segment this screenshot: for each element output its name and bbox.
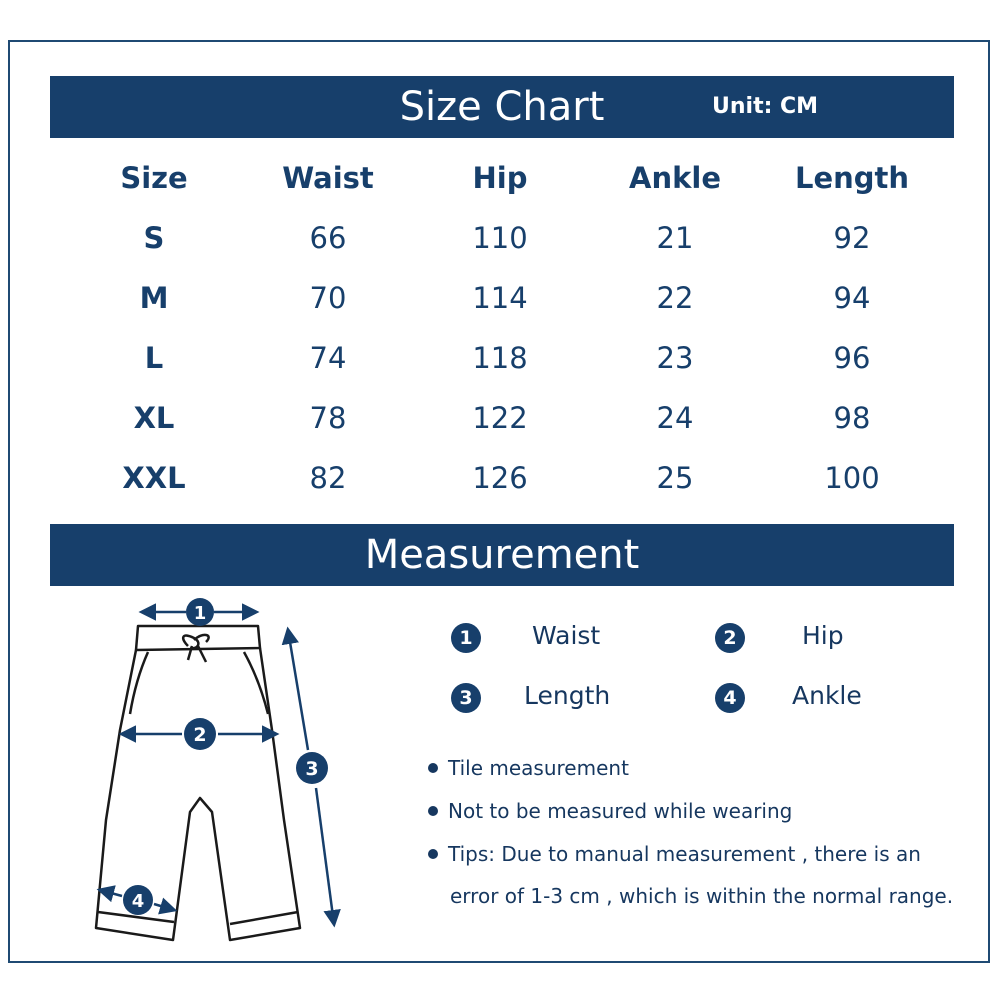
size-chart-banner: [50, 76, 954, 138]
hip-cell: 118: [472, 341, 528, 375]
waist-cell: 78: [309, 401, 347, 435]
size-chart-title: Size Chart: [399, 84, 605, 130]
ankle-cell: 23: [656, 341, 694, 375]
marker-2-number: 2: [193, 724, 207, 746]
note-item: [428, 799, 792, 823]
length-cell: 96: [833, 341, 871, 375]
marker-1-number: 1: [193, 603, 207, 624]
note-continuation: error of 1-3 cm , which is within the normal range.: [450, 884, 954, 908]
bullet-icon: [428, 806, 438, 816]
column-header-hip: Hip: [472, 161, 528, 195]
note-item: [428, 842, 921, 866]
legend-3-icon: 3: [451, 683, 481, 713]
pants-diagram: [90, 590, 350, 950]
hip-cell: 110: [472, 221, 528, 255]
table-row: [66, 328, 940, 388]
hip-cell: 126: [472, 461, 528, 495]
size-table: [66, 148, 940, 508]
length-cell: 98: [833, 401, 871, 435]
size-cell: M: [139, 281, 169, 315]
bullet-icon: [428, 763, 438, 773]
waist-cell: 70: [309, 281, 347, 315]
ankle-cell: 21: [656, 221, 694, 255]
marker-3-number: 3: [305, 758, 319, 780]
column-header-length: Length: [794, 161, 910, 195]
length-cell: 100: [824, 461, 880, 495]
unit-label: Unit: CM: [712, 94, 819, 119]
size-cell: XL: [133, 401, 175, 435]
column-header-waist: Waist: [282, 161, 374, 195]
legend-2-icon: 2: [715, 623, 745, 653]
length-cell: 94: [833, 281, 871, 315]
waist-cell: 74: [309, 341, 347, 375]
ankle-cell: 22: [656, 281, 694, 315]
note-item: [428, 756, 629, 780]
hip-cell: 122: [472, 401, 528, 435]
legend-length-label: Length: [524, 681, 611, 710]
note-text: Not to be measured while wearing: [448, 799, 793, 823]
table-row: [66, 388, 940, 448]
marker-4-number: 4: [131, 891, 145, 912]
column-header-ankle: Ankle: [629, 161, 721, 195]
column-header-size: Size: [120, 161, 188, 195]
table-row: [66, 268, 940, 328]
legend-1-icon: 1: [451, 623, 481, 653]
hip-cell: 114: [472, 281, 528, 315]
legend-waist-label: Waist: [532, 621, 601, 650]
note-text: Tips: Due to manual measurement , there is an: [448, 842, 921, 866]
table-header-row: [66, 148, 940, 208]
waist-cell: 66: [309, 221, 347, 255]
size-cell: S: [143, 221, 165, 255]
bullet-icon: [428, 849, 438, 859]
size-cell: XXL: [122, 461, 186, 495]
ankle-arrow-left: [100, 890, 122, 896]
ankle-cell: 24: [656, 401, 694, 435]
table-row: [66, 448, 940, 508]
length-arrow-top: [288, 630, 308, 750]
legend-4-icon: 4: [715, 683, 745, 713]
table-row: [66, 208, 940, 268]
legend-hip-label: Hip: [802, 621, 844, 650]
waist-cell: 82: [309, 461, 347, 495]
length-cell: 92: [833, 221, 871, 255]
size-cell: L: [144, 341, 164, 375]
legend-ankle-label: Ankle: [792, 681, 862, 710]
length-arrow-bottom: [316, 788, 334, 924]
measurement-banner: [50, 524, 954, 586]
ankle-arrow-right: [154, 904, 174, 910]
measurement-title: Measurement: [364, 532, 640, 578]
note-text: Tile measurement: [448, 756, 629, 780]
ankle-cell: 25: [656, 461, 694, 495]
